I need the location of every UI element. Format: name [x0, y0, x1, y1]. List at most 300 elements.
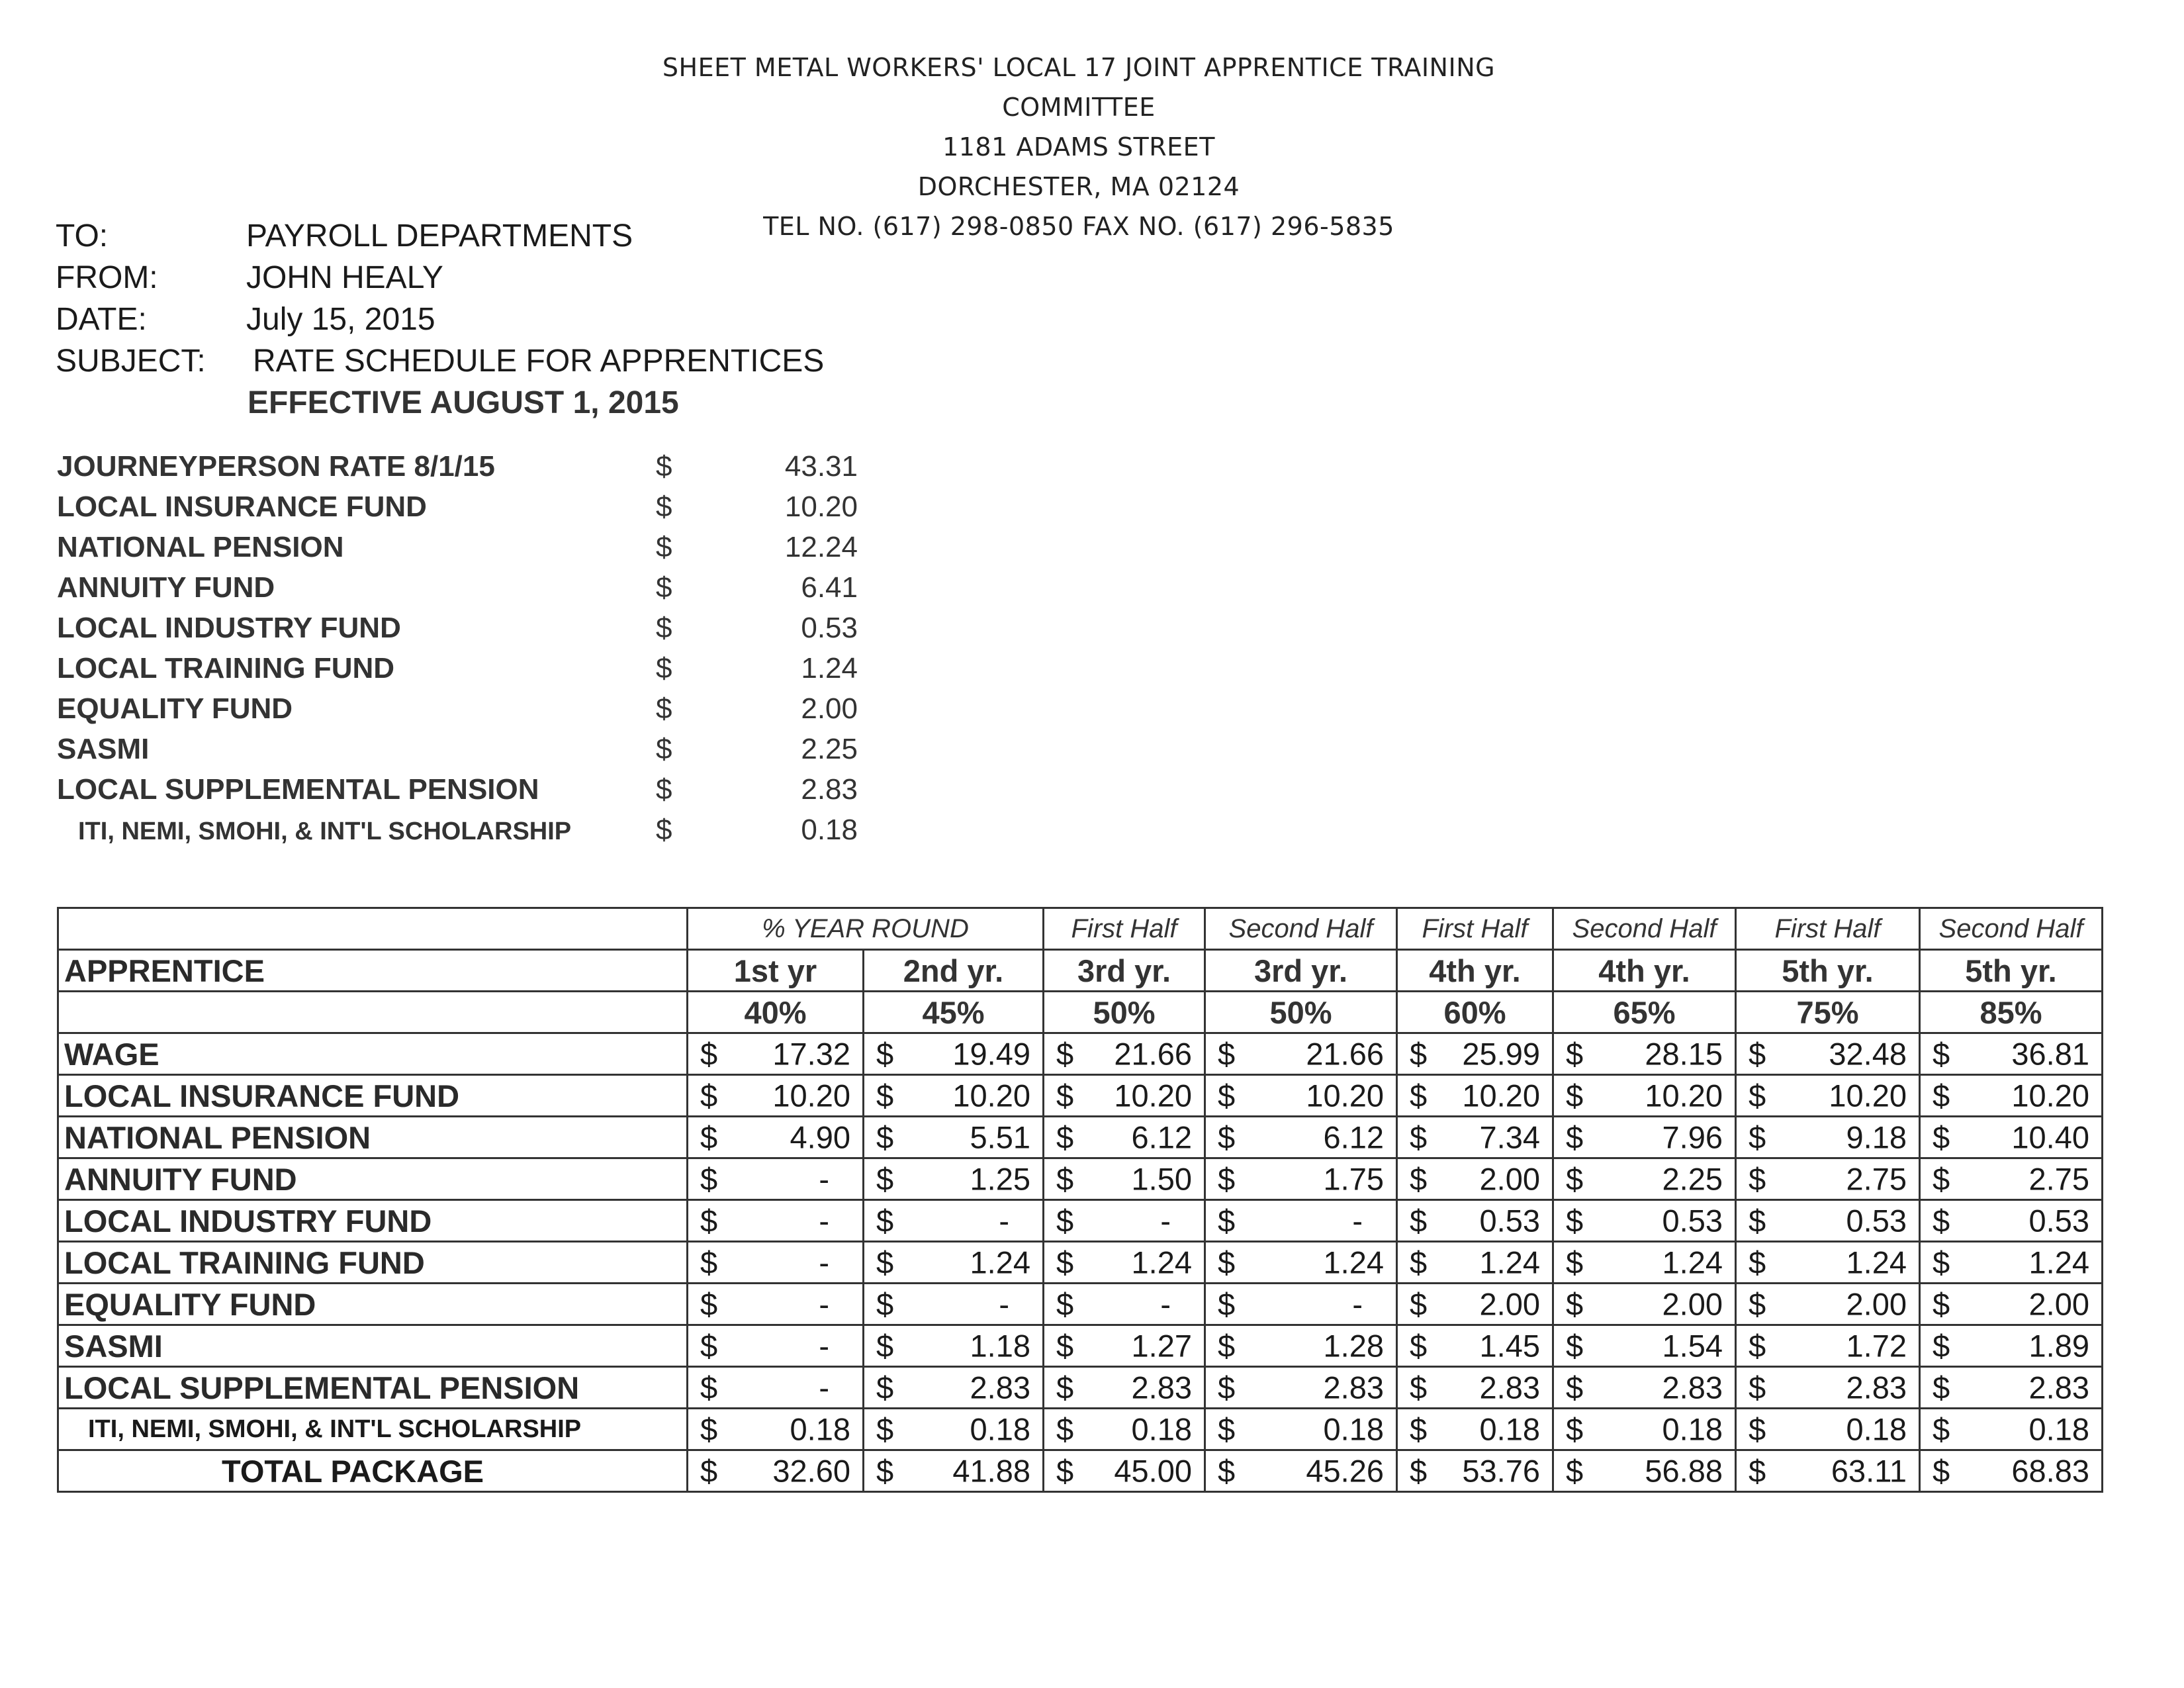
cell-value: 10.20	[1306, 1078, 1384, 1113]
currency-symbol: $	[1218, 1036, 1236, 1072]
cell-value: 0.53	[1479, 1203, 1540, 1239]
currency-symbol: $	[1933, 1453, 1950, 1489]
rate-amount: 0.18	[801, 814, 858, 846]
value-cell	[1044, 1409, 1205, 1450]
cell-value: 1.25	[970, 1161, 1030, 1197]
cell-value: 0.18	[1846, 1411, 1907, 1447]
value-cell	[1920, 1242, 2103, 1284]
currency-symbol: $	[700, 1078, 718, 1113]
cell-value: 10.20	[1829, 1078, 1907, 1113]
memo-to-value: PAYROLL DEPARTMENTS	[246, 218, 633, 254]
cell-value: 63.11	[1831, 1453, 1907, 1489]
apprentice-header: APPRENTICE	[58, 950, 688, 992]
header-blank-cell	[58, 908, 688, 950]
value-cell	[1553, 1325, 1736, 1367]
value-cell	[864, 1409, 1044, 1450]
cell-value: 68.83	[2011, 1453, 2089, 1489]
value-cell	[1205, 1033, 1397, 1075]
cell-value: -	[819, 1328, 829, 1364]
cell-value: 2.83	[1131, 1370, 1192, 1405]
cell-value: -	[1352, 1286, 1363, 1322]
currency-symbol: $	[1410, 1161, 1428, 1197]
value-cell	[1397, 1450, 1553, 1492]
cell-value: 1.72	[1846, 1328, 1907, 1364]
cell-value: 10.20	[772, 1078, 850, 1113]
currency-symbol: $	[1410, 1286, 1428, 1322]
cell-value: 10.20	[952, 1078, 1030, 1113]
currency-symbol: $	[1218, 1411, 1236, 1447]
year-header: 3rd yr.	[1044, 950, 1205, 992]
rate-currency: $	[656, 571, 672, 604]
value-cell	[864, 1242, 1044, 1284]
cell-value: 10.20	[1114, 1078, 1192, 1113]
cell-value: 0.53	[1662, 1203, 1723, 1239]
currency-symbol: $	[876, 1286, 894, 1322]
currency-symbol: $	[700, 1203, 718, 1239]
rate-amount: 1.24	[801, 652, 858, 684]
value-cell	[1044, 1325, 1205, 1367]
rate-label: LOCAL SUPPLEMENTAL PENSION	[57, 773, 539, 806]
table-row	[58, 1367, 2103, 1409]
rate-label: ANNUITY FUND	[57, 571, 275, 604]
year-round-header: % YEAR ROUND	[688, 908, 1044, 950]
cell-value: 1.18	[970, 1328, 1030, 1364]
currency-symbol: $	[1218, 1328, 1236, 1364]
currency-symbol: $	[1566, 1453, 1584, 1489]
currency-symbol: $	[1566, 1078, 1584, 1113]
table-row	[58, 1325, 2103, 1367]
value-cell	[1920, 1033, 2103, 1075]
currency-symbol: $	[1218, 1203, 1236, 1239]
cell-value: 0.18	[2028, 1411, 2089, 1447]
rate-currency: $	[656, 692, 672, 725]
currency-symbol: $	[1749, 1161, 1766, 1197]
rate-currency: $	[656, 612, 672, 644]
value-cell	[1553, 1200, 1736, 1242]
value-cell	[1397, 1242, 1553, 1284]
currency-symbol: $	[1749, 1370, 1766, 1405]
cell-value: 21.66	[1114, 1036, 1192, 1072]
currency-symbol: $	[1410, 1370, 1428, 1405]
row-label: LOCAL INSURANCE FUND	[58, 1075, 688, 1117]
rate-label: NATIONAL PENSION	[57, 531, 344, 563]
value-cell	[688, 1075, 864, 1117]
cell-value: -	[819, 1244, 829, 1280]
rate-label: LOCAL TRAINING FUND	[57, 652, 395, 684]
cell-value: 53.76	[1462, 1453, 1540, 1489]
letterhead-city: DORCHESTER, MA 02124	[917, 172, 1240, 201]
cell-value: 1.24	[1662, 1244, 1723, 1280]
rate-currency: $	[656, 814, 672, 846]
table-row	[58, 1200, 2103, 1242]
currency-symbol: $	[1933, 1286, 1950, 1322]
currency-symbol: $	[1749, 1119, 1766, 1155]
currency-symbol: $	[1749, 1286, 1766, 1322]
value-cell	[1397, 1075, 1553, 1117]
currency-symbol: $	[1056, 1244, 1074, 1280]
value-cell	[1736, 1284, 1920, 1325]
period-header: Second Half	[1205, 908, 1397, 950]
memo-subject-row	[56, 340, 824, 382]
cell-value: 10.20	[2011, 1078, 2089, 1113]
rate-amount: 10.20	[784, 491, 858, 523]
currency-symbol: $	[1056, 1203, 1074, 1239]
cell-value: 1.54	[1662, 1328, 1723, 1364]
currency-symbol: $	[1218, 1161, 1236, 1197]
value-cell	[1205, 1075, 1397, 1117]
cell-value: -	[999, 1286, 1009, 1322]
value-cell	[1920, 1367, 2103, 1409]
value-cell	[688, 1158, 864, 1200]
year-header: 3rd yr.	[1205, 950, 1397, 992]
value-cell	[1736, 1158, 1920, 1200]
value-cell	[1736, 1117, 1920, 1158]
value-cell	[864, 1200, 1044, 1242]
currency-symbol: $	[1056, 1453, 1074, 1489]
cell-value: 1.45	[1479, 1328, 1540, 1364]
cell-value: 2.83	[1846, 1370, 1907, 1405]
cell-value: 5.51	[970, 1119, 1030, 1155]
row-label: LOCAL SUPPLEMENTAL PENSION	[58, 1367, 688, 1409]
year-header: 1st yr	[688, 950, 864, 992]
memo-date-value: July 15, 2015	[246, 302, 435, 337]
currency-symbol: $	[700, 1370, 718, 1405]
cell-value: 2.25	[1662, 1161, 1723, 1197]
cell-value: 1.24	[1479, 1244, 1540, 1280]
row-label: TOTAL PACKAGE	[58, 1450, 688, 1492]
currency-symbol: $	[1410, 1244, 1428, 1280]
year-header: 2nd yr.	[864, 950, 1044, 992]
letterhead-org: SHEET METAL WORKERS' LOCAL 17 JOINT APPRENTICE TRAINING COMMITTEE	[662, 53, 1496, 122]
letterhead-street: 1181 ADAMS STREET	[942, 132, 1215, 162]
value-cell	[688, 1284, 864, 1325]
value-cell	[1397, 1200, 1553, 1242]
currency-symbol: $	[1566, 1411, 1584, 1447]
cell-value: 10.20	[1645, 1078, 1723, 1113]
currency-symbol: $	[1566, 1036, 1584, 1072]
value-cell	[864, 1450, 1044, 1492]
currency-symbol: $	[1566, 1370, 1584, 1405]
period-header-row	[58, 908, 2103, 950]
currency-symbol: $	[1749, 1203, 1766, 1239]
row-label: EQUALITY FUND	[58, 1284, 688, 1325]
memo-subject-label: SUBJECT:	[56, 344, 206, 379]
currency-symbol: $	[1056, 1078, 1074, 1113]
value-cell	[688, 1409, 864, 1450]
currency-symbol: $	[1749, 1078, 1766, 1113]
percent-header: 40%	[688, 992, 864, 1033]
value-cell	[1044, 1200, 1205, 1242]
value-cell	[1920, 1325, 2103, 1367]
cell-value: 45.00	[1114, 1453, 1192, 1489]
cell-value: 25.99	[1462, 1036, 1540, 1072]
cell-value: 7.34	[1479, 1119, 1540, 1155]
value-cell	[1044, 1450, 1205, 1492]
value-cell	[1205, 1284, 1397, 1325]
rate-label: LOCAL INSURANCE FUND	[57, 491, 427, 523]
header-blank-cell	[58, 992, 688, 1033]
value-cell	[1044, 1242, 1205, 1284]
value-cell	[1736, 1033, 1920, 1075]
value-cell	[1205, 1158, 1397, 1200]
value-cell	[1553, 1242, 1736, 1284]
value-cell	[1920, 1117, 2103, 1158]
value-cell	[688, 1033, 864, 1075]
cell-value: -	[819, 1286, 829, 1322]
currency-symbol: $	[876, 1161, 894, 1197]
currency-symbol: $	[1749, 1036, 1766, 1072]
currency-symbol: $	[1056, 1286, 1074, 1322]
letterhead-phone: TEL NO. (617) 298-0850 FAX NO. (617) 296-5835	[763, 212, 1394, 241]
currency-symbol: $	[1933, 1036, 1950, 1072]
value-cell	[1044, 1367, 1205, 1409]
currency-symbol: $	[700, 1453, 718, 1489]
currency-symbol: $	[1566, 1328, 1584, 1364]
rate-amount: 2.00	[801, 692, 858, 725]
value-cell	[1553, 1075, 1736, 1117]
value-cell	[1920, 1158, 2103, 1200]
year-header: 4th yr.	[1553, 950, 1736, 992]
currency-symbol: $	[876, 1078, 894, 1113]
currency-symbol: $	[1410, 1036, 1428, 1072]
currency-symbol: $	[1410, 1078, 1428, 1113]
currency-symbol: $	[1933, 1244, 1950, 1280]
memo-from-row	[56, 257, 824, 299]
value-cell	[688, 1117, 864, 1158]
rate-label: ITI, NEMI, SMOHI, & INT'L SCHOLARSHIP	[78, 818, 572, 845]
cell-value: 1.50	[1131, 1161, 1192, 1197]
value-cell	[864, 1325, 1044, 1367]
memo-to-row	[56, 215, 824, 257]
currency-symbol: $	[1749, 1453, 1766, 1489]
table-row	[58, 1158, 2103, 1200]
cell-value: 2.83	[2028, 1370, 2089, 1405]
value-cell	[864, 1033, 1044, 1075]
rate-amount: 2.25	[801, 733, 858, 765]
value-cell	[864, 1367, 1044, 1409]
value-cell	[864, 1284, 1044, 1325]
value-cell	[1397, 1409, 1553, 1450]
table-row	[58, 1033, 2103, 1075]
percent-header: 60%	[1397, 992, 1553, 1033]
value-cell	[1397, 1367, 1553, 1409]
table-row	[58, 1284, 2103, 1325]
period-header: First Half	[1044, 908, 1205, 950]
cell-value: 19.49	[952, 1036, 1030, 1072]
cell-value: 9.18	[1846, 1119, 1907, 1155]
rate-currency: $	[656, 531, 672, 563]
currency-symbol: $	[1410, 1328, 1428, 1364]
memo-from-value: JOHN HEALY	[246, 260, 443, 295]
memo-effective-date: EFFECTIVE AUGUST 1, 2015	[248, 385, 679, 420]
cell-value: 2.83	[1479, 1370, 1540, 1405]
currency-symbol: $	[876, 1203, 894, 1239]
currency-symbol: $	[1410, 1119, 1428, 1155]
rate-label: EQUALITY FUND	[57, 692, 293, 725]
cell-value: -	[819, 1161, 829, 1197]
value-cell	[1044, 1033, 1205, 1075]
table-row	[58, 1242, 2103, 1284]
cell-value: 28.15	[1645, 1036, 1723, 1072]
currency-symbol: $	[1566, 1203, 1584, 1239]
percent-header-row	[58, 992, 2103, 1033]
row-label: NATIONAL PENSION	[58, 1117, 688, 1158]
value-cell	[1553, 1158, 1736, 1200]
currency-symbol: $	[1566, 1161, 1584, 1197]
value-cell	[1736, 1075, 1920, 1117]
value-cell	[1736, 1367, 1920, 1409]
value-cell	[1205, 1450, 1397, 1492]
cell-value: 0.18	[1131, 1411, 1192, 1447]
rate-amount: 0.53	[801, 612, 858, 644]
rate-amount: 2.83	[801, 773, 858, 806]
cell-value: 41.88	[952, 1453, 1030, 1489]
currency-symbol: $	[1056, 1161, 1074, 1197]
currency-symbol: $	[700, 1411, 718, 1447]
row-label: LOCAL INDUSTRY FUND	[58, 1200, 688, 1242]
currency-symbol: $	[1933, 1411, 1950, 1447]
cell-value: 1.24	[1323, 1244, 1384, 1280]
cell-value: 0.18	[1662, 1411, 1723, 1447]
memo-to-label: TO:	[56, 218, 109, 254]
currency-symbol: $	[700, 1161, 718, 1197]
cell-value: -	[999, 1203, 1009, 1239]
value-cell	[1205, 1409, 1397, 1450]
currency-symbol: $	[1410, 1411, 1428, 1447]
memo-subject-value: RATE SCHEDULE FOR APPRENTICES	[253, 344, 825, 379]
cell-value: 0.53	[2028, 1203, 2089, 1239]
currency-symbol: $	[1933, 1370, 1950, 1405]
table-row	[58, 1409, 2103, 1450]
currency-symbol: $	[1933, 1328, 1950, 1364]
row-label: LOCAL TRAINING FUND	[58, 1242, 688, 1284]
currency-symbol: $	[700, 1328, 718, 1364]
value-cell	[1397, 1158, 1553, 1200]
currency-symbol: $	[876, 1411, 894, 1447]
value-cell	[1736, 1450, 1920, 1492]
cell-value: 17.32	[772, 1036, 850, 1072]
value-cell	[864, 1075, 1044, 1117]
currency-symbol: $	[700, 1119, 718, 1155]
currency-symbol: $	[1218, 1453, 1236, 1489]
cell-value: 10.40	[2011, 1119, 2089, 1155]
value-cell	[1553, 1409, 1736, 1450]
value-cell	[1044, 1284, 1205, 1325]
currency-symbol: $	[876, 1370, 894, 1405]
value-cell	[688, 1450, 864, 1492]
currency-symbol: $	[1056, 1328, 1074, 1364]
currency-symbol: $	[876, 1453, 894, 1489]
value-cell	[1205, 1325, 1397, 1367]
value-cell	[688, 1367, 864, 1409]
value-cell	[1736, 1242, 1920, 1284]
currency-symbol: $	[1056, 1119, 1074, 1155]
currency-symbol: $	[1933, 1161, 1950, 1197]
value-cell	[688, 1242, 864, 1284]
percent-header: 45%	[864, 992, 1044, 1033]
period-header: First Half	[1397, 908, 1553, 950]
cell-value: 1.75	[1323, 1161, 1384, 1197]
year-header-row	[58, 950, 2103, 992]
currency-symbol: $	[1218, 1370, 1236, 1405]
currency-symbol: $	[1933, 1119, 1950, 1155]
cell-value: 2.83	[1323, 1370, 1384, 1405]
currency-symbol: $	[1749, 1411, 1766, 1447]
rate-currency: $	[656, 773, 672, 806]
table-row	[58, 1117, 2103, 1158]
percent-header: 50%	[1044, 992, 1205, 1033]
currency-symbol: $	[1749, 1328, 1766, 1364]
value-cell	[1205, 1117, 1397, 1158]
percent-header: 85%	[1920, 992, 2103, 1033]
value-cell	[864, 1158, 1044, 1200]
apprentice-rate-table	[57, 907, 2103, 1493]
cell-value: 1.28	[1323, 1328, 1384, 1364]
cell-value: 2.75	[2028, 1161, 2089, 1197]
value-cell	[1205, 1367, 1397, 1409]
cell-value: -	[819, 1203, 829, 1239]
currency-symbol: $	[1056, 1411, 1074, 1447]
memo-header	[56, 215, 824, 424]
value-cell	[1044, 1158, 1205, 1200]
rate-currency: $	[656, 652, 672, 684]
cell-value: -	[819, 1370, 829, 1405]
cell-value: 2.00	[2028, 1286, 2089, 1322]
value-cell	[1044, 1117, 1205, 1158]
cell-value: 1.24	[970, 1244, 1030, 1280]
rate-currency: $	[656, 491, 672, 523]
currency-symbol: $	[876, 1328, 894, 1364]
cell-value: 2.83	[970, 1370, 1030, 1405]
value-cell	[1553, 1033, 1736, 1075]
currency-symbol: $	[1566, 1286, 1584, 1322]
currency-symbol: $	[1566, 1244, 1584, 1280]
total-row	[58, 1450, 2103, 1492]
rate-label: SASMI	[57, 733, 150, 765]
cell-value: 2.00	[1479, 1286, 1540, 1322]
cell-value: 6.12	[1131, 1119, 1192, 1155]
value-cell	[1736, 1409, 1920, 1450]
currency-symbol: $	[1218, 1119, 1236, 1155]
rate-currency: $	[656, 450, 672, 483]
year-header: 5th yr.	[1920, 950, 2103, 992]
currency-symbol: $	[876, 1036, 894, 1072]
currency-symbol: $	[700, 1036, 718, 1072]
value-cell	[1205, 1200, 1397, 1242]
value-cell	[688, 1200, 864, 1242]
period-header: Second Half	[1553, 908, 1736, 950]
value-cell	[1920, 1200, 2103, 1242]
value-cell	[688, 1325, 864, 1367]
cell-value: 56.88	[1645, 1453, 1723, 1489]
currency-symbol: $	[1218, 1286, 1236, 1322]
currency-symbol: $	[1056, 1370, 1074, 1405]
value-cell	[1920, 1409, 2103, 1450]
cell-value: 1.24	[2028, 1244, 2089, 1280]
cell-value: 0.18	[1323, 1411, 1384, 1447]
cell-value: 1.89	[2028, 1328, 2089, 1364]
value-cell	[1205, 1242, 1397, 1284]
currency-symbol: $	[1933, 1203, 1950, 1239]
cell-value: 0.53	[1846, 1203, 1907, 1239]
cell-value: 4.90	[790, 1119, 850, 1155]
cell-value: 2.00	[1846, 1286, 1907, 1322]
cell-value: 1.27	[1131, 1328, 1192, 1364]
rate-amount: 43.31	[784, 450, 858, 483]
cell-value: 0.18	[790, 1411, 850, 1447]
currency-symbol: $	[1218, 1244, 1236, 1280]
value-cell	[1044, 1075, 1205, 1117]
